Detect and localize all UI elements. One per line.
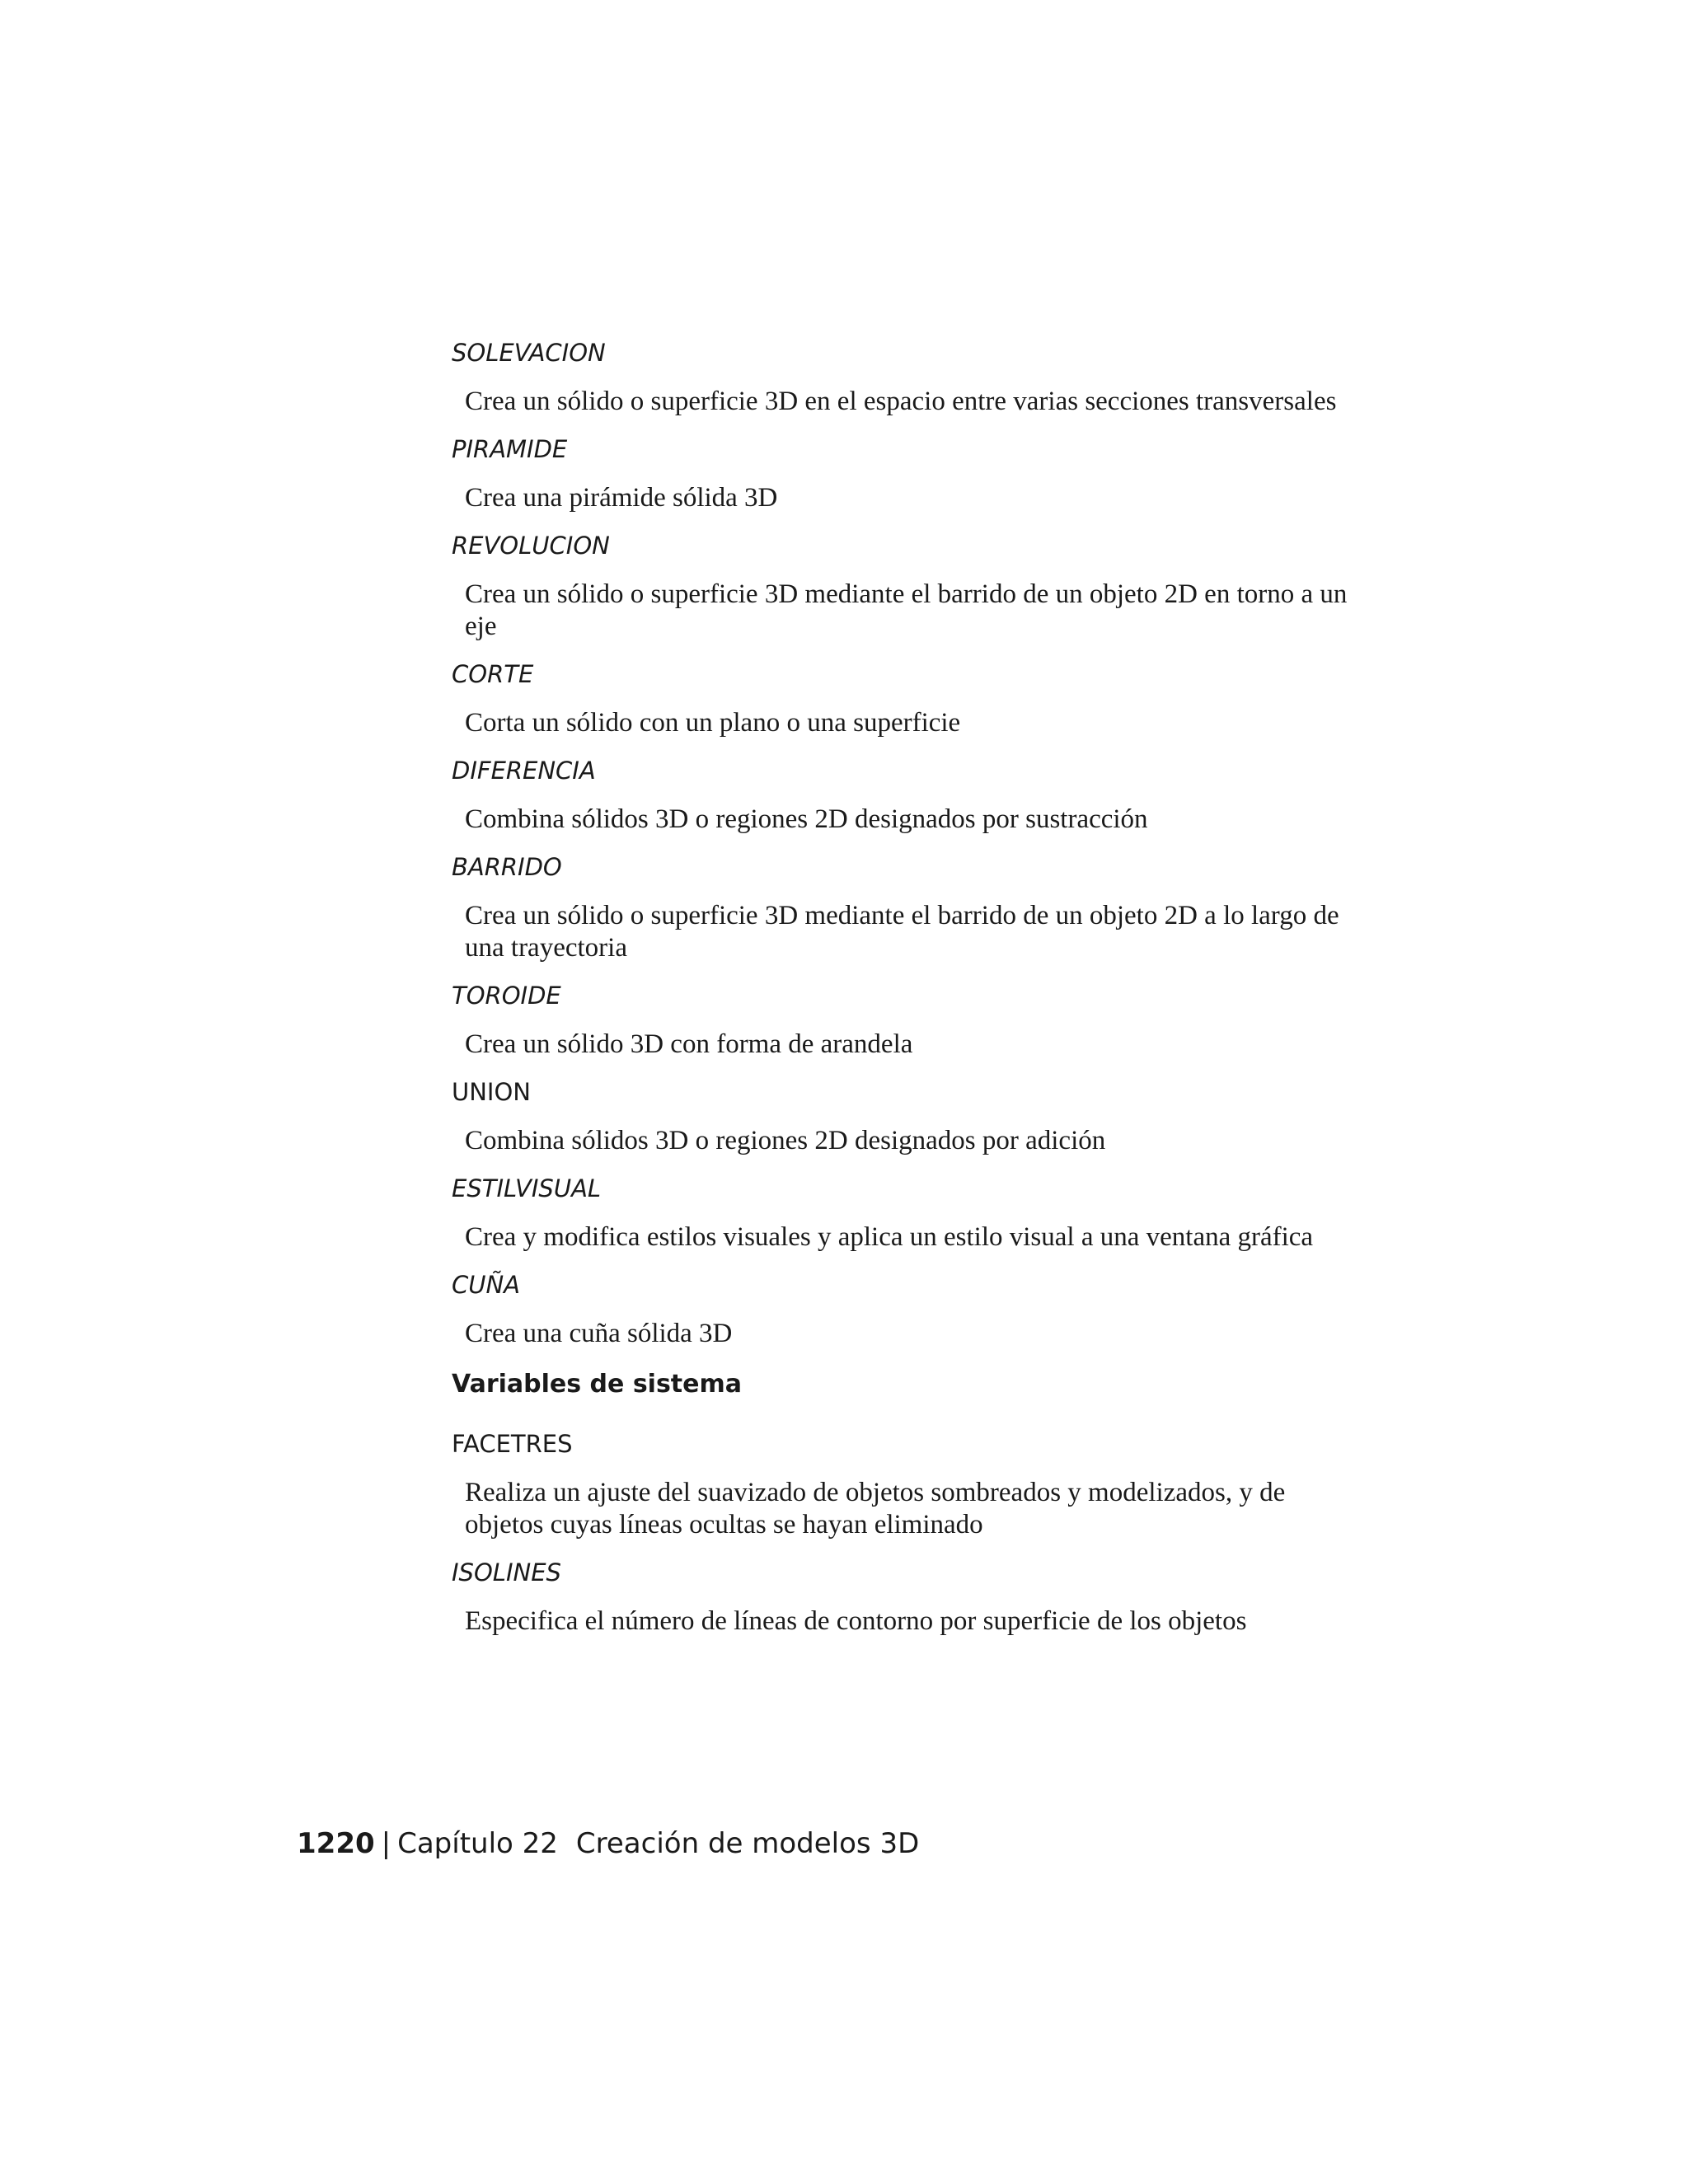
command-description: Crea un sólido 3D con forma de arandela	[465, 1029, 913, 1059]
command-description: Crea una pirámide sólida 3D	[465, 483, 778, 513]
command-name: SOLEVACION	[452, 339, 606, 367]
system-variable-description: Especifica el número de líneas de contorno por superficie de los objetos	[465, 1606, 1247, 1636]
command-description: Crea y modifica estilos visuales y aplica un estilo visual a una ventana gráfica	[465, 1222, 1314, 1252]
system-variable-list	[452, 1429, 1383, 1638]
page-content	[452, 338, 1383, 1654]
command-name: REVOLUCION	[452, 532, 610, 560]
system-variable-description: Realiza un ajuste del suavizado de objetos sombreados y modelizados, y de objetos cuyas líneas ocultas se hayan eliminado	[465, 1478, 1286, 1540]
footer-separator: |	[381, 1827, 392, 1860]
system-variable-name: ISOLINES	[452, 1558, 561, 1586]
command-name: CUÑA	[452, 1271, 521, 1299]
command-description: Corta un sólido con un plano o una superficie	[465, 708, 961, 738]
section-heading: Variables de sistema	[452, 1370, 743, 1399]
command-name: CORTE	[452, 660, 534, 688]
chapter-label: Capítulo 22	[397, 1827, 558, 1860]
command-name: TOROIDE	[452, 982, 561, 1010]
command-name: ESTILVISUAL	[452, 1174, 602, 1202]
command-name: DIFERENCIA	[452, 757, 596, 785]
command-name: UNION	[452, 1078, 531, 1106]
command-description: Crea un sólido o superficie 3D mediante el barrido de un objeto 2D a lo largo de una trayectoria	[465, 901, 1339, 963]
command-description: Crea un sólido o superficie 3D mediante el barrido de un objeto 2D en torno a un eje	[465, 579, 1348, 641]
command-list	[452, 338, 1383, 1350]
command-name: PIRAMIDE	[452, 435, 568, 463]
command-description: Combina sólidos 3D o regiones 2D designados por adición	[465, 1126, 1106, 1155]
command-description: Crea una cuña sólida 3D	[465, 1319, 733, 1348]
command-description: Combina sólidos 3D o regiones 2D designados por sustracción	[465, 804, 1148, 834]
command-description: Crea un sólido o superficie 3D en el espacio entre varias secciones transversales	[465, 387, 1337, 416]
page-number: 1220	[297, 1827, 375, 1860]
command-name: BARRIDO	[452, 853, 562, 881]
system-variable-name: FACETRES	[452, 1430, 573, 1458]
chapter-title: Creación de modelos 3D	[575, 1827, 920, 1860]
page-footer	[297, 1825, 919, 1862]
